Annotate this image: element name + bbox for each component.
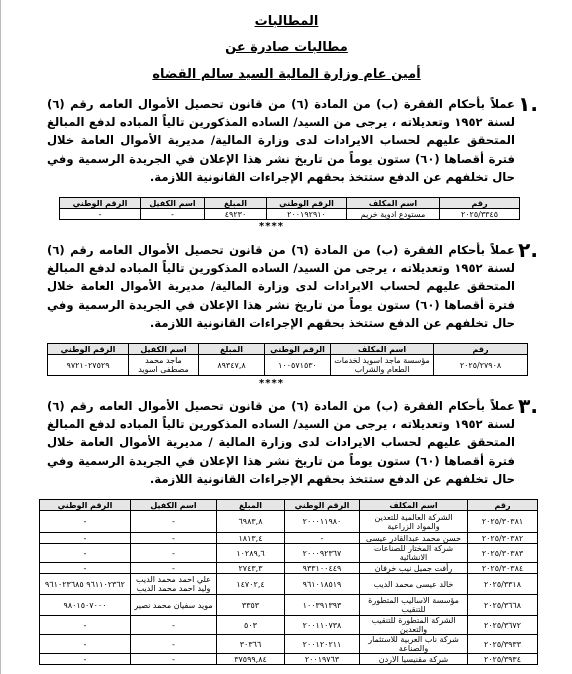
table-row (40, 533, 538, 544)
table-header-cell: رقم (440, 198, 520, 209)
table-cell: - (60, 209, 141, 220)
table-header-cell: اسم المكلف (360, 500, 468, 511)
table-header-cell: الرقم الوطني (48, 344, 129, 355)
table-cell: ٢٠٢٥/٣٦٧٢ (468, 616, 538, 635)
table-row (40, 654, 538, 665)
section-paragraph-1: عملاً بأحكام الفقرة (ب) من المادة (٦) من قانون تحصيل الأموال العامه رقم (٦) لسنة ١٩٥٢ وتعديلاته ، يرجى من السيد/ الساده المذكورين تالياً المباده لدفع المبالغ المتحقق عليهم لحساب الايرادات لدى وزارة المالية/ مديرية الأموال العامة خلال فترة أقصاها (٦٠) ستون يوماً من تاريخ نشر هذا الإعلان في الجريدة الرسمية وفي حال تخلفهم عن الدفع ستتخذ بحقهم الإجراءات القانونية اللازمة. (47, 97, 515, 184)
table-cell: ٣٠٣٦٦ (217, 635, 285, 654)
claims-table-3 (39, 499, 538, 665)
table-cell: ٩٣٣١٠٠٤٤٩ (285, 563, 360, 574)
separator-stars-1: **** (259, 221, 284, 232)
table-cell: ٢٠٢٥/٣٠٣٨٣ (468, 544, 538, 563)
table-cell: - (285, 533, 360, 544)
table-cell: ١٠٠٥٧١٥٣٠ (265, 355, 331, 376)
table-cell: ٥٠٣ (217, 616, 285, 635)
table-cell: ٢٠٢٥/٣٠٣٨١ (468, 511, 538, 533)
table-header-cell: الرقم الوطني (40, 500, 131, 511)
table-header-cell: الرقم الوطني (60, 198, 141, 209)
table-cell: - (131, 563, 217, 574)
table-row (48, 355, 528, 376)
table-cell: ٢٧٤٣,٣ (217, 563, 285, 574)
table-cell: ٢٠٠١٢٠٢١١ (285, 635, 360, 654)
table-row (40, 635, 538, 654)
table-cell: ١٠٢٨٩,٦ (217, 544, 285, 563)
table-cell: ٩٧٢١٠٢٧٥٢٩ (48, 355, 129, 376)
table-header-cell: المبلغ (217, 500, 285, 511)
table-cell: ٩٨٠١٥٠٧٠٠٠ (40, 595, 131, 616)
table-cell: ٢٠٠٠١١٩٨٠ (285, 511, 360, 533)
table-cell: ٢٠٢٥/٢٧٩٠٨ (434, 355, 528, 376)
table-row (40, 511, 538, 533)
section-paragraph-3: عملاً بأحكام الفقرة (ب) من المادة (٦) من قانون تحصيل الأموال العامه رقم (٦) لسنة ١٩٥٢ وتعديلاته ، يرجى من السيد/ الساده المذكورين تالياً المباده لدفع المبالغ المتحقق عليهم لحساب الايرادات لدى وزارة المالية / مديرية الأموال العامة خلال فترة أقصاها (٦٠) ستون يوماً من تاريخ نشر هذا الإعلان في الجريدة الرسمية وفي حال تخلفهم عن الدفع ستتخذ بحقهم الإجراءات القانونية اللازمة. (47, 399, 515, 486)
page-subtitle: مطالبات صادرة عن (225, 40, 348, 55)
table-header-cell: رقم (468, 500, 538, 511)
table-cell: مؤسسة ماجد اسويد لخدمات الطعام والشراب (331, 355, 434, 376)
table-header-cell: اسم المكلف (347, 198, 440, 209)
table-cell: ٢٠٢٥/٣٠٣٨٤ (468, 563, 538, 574)
table-header-cell: المبلغ (205, 198, 267, 209)
table-cell: - (131, 533, 217, 544)
table-cell: ٢٠٢٥/٣٠٣٨٢ (468, 533, 538, 544)
table-cell: - (131, 635, 217, 654)
table-header-row (40, 500, 538, 511)
table-cell: - (131, 511, 217, 533)
claims-table-1 (59, 197, 520, 220)
section-number-3: ٣. (518, 394, 538, 418)
table-cell: ٢٠٢٥/٣٣١٨ (468, 574, 538, 595)
table-cell: شركة مقنيسيا الاردن (360, 654, 468, 665)
table-cell: - (131, 654, 217, 665)
table-cell: ٢٠٢٥/٣٩٣٣ (468, 635, 538, 654)
table-header-cell: المبلغ (199, 344, 265, 355)
table-row (60, 209, 520, 220)
table-header-cell: اسم المكلف (331, 344, 434, 355)
table-cell: ٢٠٢٥/٣٩٣٤ (468, 654, 538, 665)
table-cell: ٨٩٣٤٧,٨ (199, 355, 265, 376)
table-cell: الشركة المتطورة للتنقيب والتعدين (360, 616, 468, 635)
table-cell: شركة ناب العربية للاستثمار والصناعة (360, 635, 468, 654)
table-cell: مؤسسة الاساليب المتطورة للتنقيب (360, 595, 468, 616)
table-cell: ٩٦١٠١٨٥١٩ (285, 574, 360, 595)
section-number-2: ٢. (518, 238, 538, 262)
table-cell: ٣٣٥٣ (217, 595, 285, 616)
table-cell: حسن محمد عبدالقادر عيسى (360, 533, 468, 544)
table-cell: علي احمد محمد الديب وليد احمد محمد الديب (131, 574, 217, 595)
table-row (40, 574, 538, 595)
table-cell: مستودع ادوية خريم (347, 209, 440, 220)
table-header-cell: الرقم الوطني (267, 198, 347, 209)
table-cell: - (131, 616, 217, 635)
table-cell: ماجد محمد مصطفى اسويد (129, 355, 199, 376)
claims-table-2 (47, 343, 528, 376)
table-cell: ٩٦١١٠٢٣٦٢ ٩٦١٠٢٣٦٨٥ (40, 574, 131, 595)
table-cell: ٢٠٠١٩٢٩١٠ (267, 209, 347, 220)
table-row (40, 616, 538, 635)
section-paragraph-2: عملاً بأحكام الفقرة (ب) من المادة (٦) من قانون تحصيل الأموال العامه رقم (٦) لسنة ١٩٥٢ وتعديلاته ، يرجى من السيد/ الساده المذكورين تالياً المباده لدفع المبالغ المتحقق عليهم لحساب الايرادات لدى وزارة المالية/ مديرية الأموال العامة خلال فترة أقصاها (٦٠) ستون يوماً من تاريخ نشر هذا الإعلان في الجريدة الرسمية وفي حال تخلفهم عن الدفع ستتخذ بحقهم الإجراءات القانونية اللازمة. (47, 243, 515, 330)
table-cell: ٢٠٠٠٩٢٣٦٧ (285, 544, 360, 563)
table-cell: - (40, 654, 131, 665)
table-header-cell: رقم (434, 344, 528, 355)
table-cell: ٢٠٠١٩٧٦٣ (285, 654, 360, 665)
table-cell: - (141, 209, 205, 220)
table-cell: - (131, 544, 217, 563)
table-row (40, 563, 538, 574)
table-cell: ٤٩٢٣٠ (205, 209, 267, 220)
table-header-row (60, 198, 520, 209)
table-cell: ١٠٠٣٩١٣٩٣ (285, 595, 360, 616)
table-cell: ١٨١٣,٤ (217, 533, 285, 544)
table-cell: - (40, 533, 131, 544)
table-cell: ٣٧٥٩٩,٨٤ (217, 654, 285, 665)
table-cell: ٦٩٨٣,٨ (217, 511, 285, 533)
table-cell: - (40, 563, 131, 574)
table-cell: ٢٠٢٥/٣٦٦٨ (468, 595, 538, 616)
table-cell: - (40, 635, 131, 654)
table-cell: ١٤٧٠٢,٤ (217, 574, 285, 595)
table-row (40, 544, 538, 563)
table-cell: خالد عيسى محمد الديب (360, 574, 468, 595)
table-header-cell: الرقم الوطني (285, 500, 360, 511)
table-cell: - (40, 511, 131, 533)
page-title: المطالبات (254, 14, 319, 29)
separator-stars-2: **** (259, 378, 284, 389)
table-cell: شركة المختار للصناعات الانشائية (360, 544, 468, 563)
table-cell: - (40, 616, 131, 635)
table-cell: ٢٠٢٥/٣٣٤٥ (440, 209, 520, 220)
table-cell: مويد سفيان محمد نصير (131, 595, 217, 616)
table-row (40, 595, 538, 616)
table-header-row (48, 344, 528, 355)
table-header-cell: الرقم الوطني (265, 344, 331, 355)
table-header-cell: اسم الكفيل (141, 198, 205, 209)
table-header-cell: اسم الكفيل (131, 500, 217, 511)
table-cell: ٢٠٠١١٠٧٣٨ (285, 616, 360, 635)
table-cell: - (40, 544, 131, 563)
section-number-1: ١. (518, 92, 538, 116)
table-cell: الشركة العالمية للتعدين والمواد الزراعية (360, 511, 468, 533)
table-header-cell: اسم الكفيل (129, 344, 199, 355)
issuer-line: أمين عام وزارة المالية السيد سالم القضاه (152, 67, 421, 82)
table-cell: رأفت جميل نيب خرفان (360, 563, 468, 574)
